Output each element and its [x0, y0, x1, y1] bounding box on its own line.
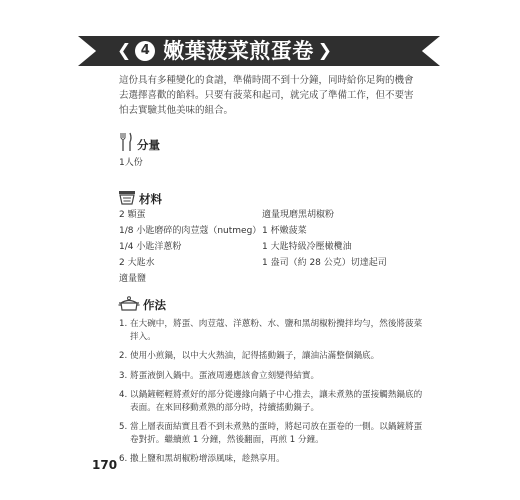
- ingredient-right-4: 1 盎司（約 28 公克）切達起司: [262, 258, 387, 268]
- step-text: 將蛋液倒入鍋中。蛋液周邊應該會立刻變得結實。: [130, 370, 320, 381]
- ingredient-left-5: 適量鹽: [119, 274, 147, 284]
- recipe-title: 嫩葉菠菜煎蛋卷: [163, 39, 314, 63]
- title-banner-content: [117, 36, 332, 66]
- step-number: 2.: [119, 351, 128, 361]
- method-step: [119, 421, 424, 446]
- ingredients-heading-label: 材料: [139, 192, 162, 206]
- method-step: [119, 370, 424, 383]
- servings-heading: [118, 132, 160, 152]
- method-heading-label: 作法: [143, 298, 166, 312]
- step-number: 1.: [119, 319, 128, 329]
- ingredients-heading: [118, 188, 162, 206]
- method-step: [119, 350, 424, 363]
- servings-value: 1人份: [119, 158, 143, 168]
- recipe-number: 4: [135, 41, 155, 61]
- chevrons-right-icon: ❯: [317, 41, 332, 61]
- intro-paragraph: 這份具有多種變化的食譜，準備時間不到十分鐘，同時給你足夠的機會去選擇喜歡的餡料。只要有菠菜和起司，就完成了準備工作，但不要害怕去實驗其他美味的組合。: [119, 75, 414, 116]
- ingredient-left-2: 1/8 小匙磨碎的肉荳蔻（nutmeg）: [119, 226, 262, 236]
- fork-knife-icon: [118, 132, 134, 152]
- step-number: 4.: [119, 390, 128, 400]
- step-text: 以鍋鏟輕輕將煮好的部分從邊緣向鍋子中心推去，讓未煮熟的蛋接觸熱鍋底的表面。在來回移動煮熟的部分時，持續搖動鍋子。: [130, 390, 423, 413]
- chevrons-left-icon: ❮: [117, 41, 132, 61]
- step-number: 3.: [119, 370, 128, 381]
- servings-heading-label: 分量: [137, 138, 160, 152]
- step-text: 使用小煎鍋，以中大火熱油，記得搖動鍋子，讓油沾滿整個鍋底。: [130, 351, 380, 361]
- step-number: 6.: [119, 454, 128, 464]
- bowl-icon: [118, 188, 136, 206]
- step-text: 當上層表面結實且看不到未煮熟的蛋時，將起司放在蛋卷的一側。以鍋鏟將蛋卷對折。繼續煎 1 分鐘，然後翻面，再煎 1 分鐘。: [130, 422, 423, 445]
- method-heading: [118, 296, 166, 312]
- pot-icon: [118, 296, 140, 312]
- step-text: 撒上鹽和黑胡椒粉增添風味，趁熱享用。: [130, 454, 285, 464]
- ingredient-left-3: 1/4 小匙洋蔥粉: [119, 242, 182, 252]
- method-step: [119, 453, 424, 466]
- ingredient-right-3: 1 大匙特級冷壓橄欖油: [262, 242, 352, 252]
- page-number: 170: [92, 458, 118, 472]
- step-number: 5.: [119, 422, 128, 432]
- ingredient-right-1: 適量現磨黑胡椒粉: [262, 210, 335, 220]
- method-step: [119, 389, 424, 414]
- ingredient-left-4: 2 大匙水: [119, 258, 155, 268]
- step-text: 在大碗中，將蛋、肉荳蔻、洋蔥粉、水、鹽和黑胡椒粉攪拌均勻，然後將菠菜拌入。: [130, 319, 423, 342]
- method-step: [119, 318, 424, 343]
- method-steps: [119, 318, 424, 473]
- ingredient-right-2: 1 杯嫩菠菜: [262, 226, 307, 236]
- ingredient-left-1: 2 顆蛋: [119, 210, 146, 220]
